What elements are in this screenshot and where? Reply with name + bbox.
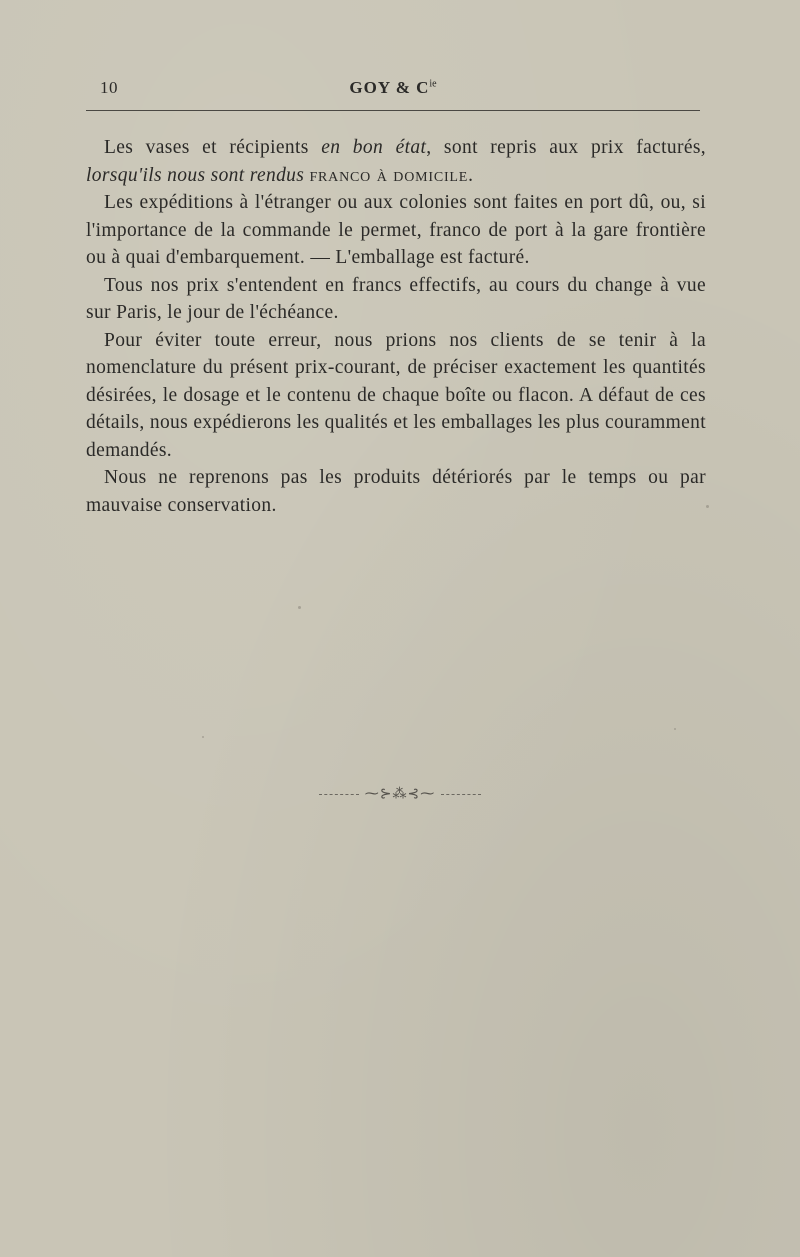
italic-text: lorsqu'ils nous sont rendus	[86, 164, 305, 186]
paper-speck	[674, 728, 676, 730]
header-title-superscript: ie	[429, 78, 437, 90]
text-run: Pour éviter toute erreur, nous prions nos clients de se tenir à la nomenclature du présent prix-courant, de préciser exactement les quantités désirées, le dosage et le contenu de chaque boîte ou flacon. A défaut de ces détails, nous expédierons les qualités et les emballages les plus couramment demandés.	[86, 329, 706, 461]
text-run: Les expéditions à l'étranger ou aux colonies sont faites en port dû, ou, si l'importance de la commande le permet, franco de port à la gare frontière ou à quai d'embarquement. — L'emballage est facturé.	[86, 192, 706, 268]
ornament-dash-left	[319, 794, 359, 795]
paper-speck	[202, 736, 204, 738]
text-run: , sont repris aux prix facturés,	[426, 137, 707, 158]
paragraph	[86, 272, 706, 327]
running-head	[86, 78, 700, 102]
text-run: Nous ne reprenons pas les produits détériorés par le temps ou par mauvaise conservation.	[86, 467, 706, 516]
paragraph	[86, 189, 706, 272]
header-title	[86, 78, 700, 98]
text-run: Les vases et récipients	[104, 137, 322, 158]
end-ornament	[0, 786, 800, 803]
ornament-glyphs: ⁓⊱⁂⊰⁓	[364, 787, 436, 802]
paragraph	[86, 464, 706, 519]
header-rule	[86, 110, 700, 111]
paragraph	[86, 134, 706, 189]
header-title-text: GOY & C	[349, 78, 430, 97]
paper-speck	[298, 606, 301, 609]
paragraph	[86, 327, 706, 465]
small-caps-text: franco à domicile	[309, 164, 469, 186]
body-text	[86, 134, 706, 519]
ornament-dash-right	[441, 794, 481, 795]
page-number: 10	[100, 78, 118, 97]
text-run: Tous nos prix s'entendent en francs effectifs, au cours du change à vue sur Paris, le jour de l'échéance.	[86, 274, 706, 323]
text-run: .	[468, 164, 474, 186]
paper-speck	[706, 505, 709, 508]
italic-text: en bon état	[321, 137, 427, 158]
